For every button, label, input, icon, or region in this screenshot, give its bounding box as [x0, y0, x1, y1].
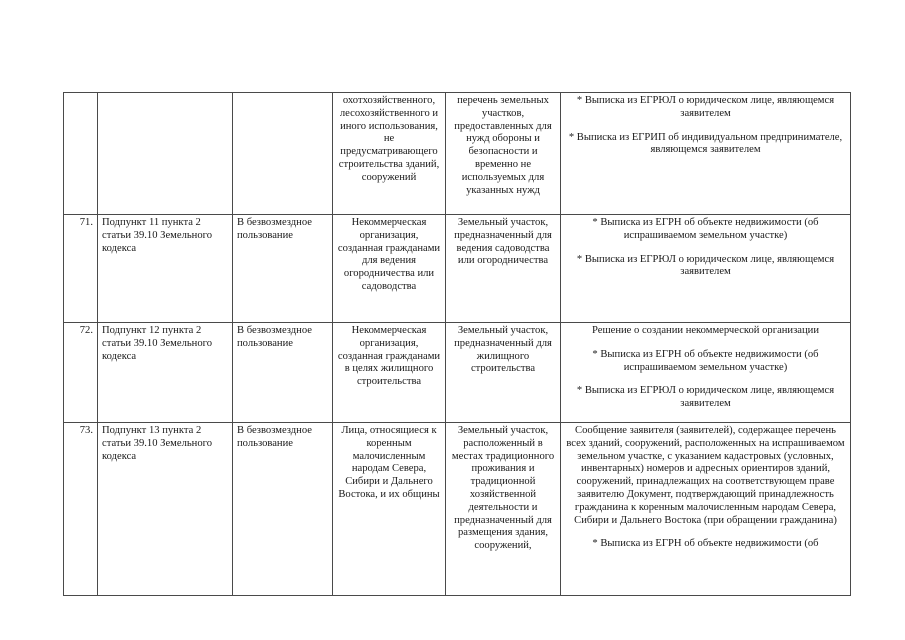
applicant-cell: Некоммерческая организация, созданная гражданами в целях жилищного строительства [333, 323, 446, 423]
table-row [64, 423, 851, 596]
table-row [64, 323, 851, 423]
row-number: 73. [64, 423, 98, 596]
documents-table [63, 92, 851, 596]
right-type-cell: В безвозмездное пользование [233, 423, 333, 596]
table-row [64, 215, 851, 323]
table-row [64, 93, 851, 215]
document-item: * Выписка из ЕГРИП об индивидуальном предпринимателе, являющемся заявителем [568, 131, 843, 156]
applicant-cell: Некоммерческая организация, созданная гражданами для ведения огородничества или садоводства [333, 215, 446, 323]
applicant-cell: охотхозяйственного, лесохозяйственного и иного использования, не предусматривающего строительства зданий, сооружений [333, 93, 446, 215]
document-item: Решение о создании некоммерческой организации [592, 325, 819, 336]
right-type-cell: В безвозмездное пользование [233, 215, 333, 323]
legal-basis-cell: Подпункт 12 пункта 2 статьи 39.10 Земельного кодекса [98, 323, 233, 423]
legal-basis-cell: Подпункт 13 пункта 2 статьи 39.10 Земельного кодекса [98, 423, 233, 596]
required-documents-cell [561, 323, 851, 423]
land-parcel-cell: Земельный участок, предназначенный для жилищного строительства [446, 323, 561, 423]
document-item: * Выписка из ЕГРН об объекте недвижимости (об испрашиваемом земельном участке) [592, 348, 819, 373]
required-documents-cell [561, 93, 851, 215]
document-item: * Выписка из ЕГРН об объекте недвижимости (об испрашиваемом земельном участке) [592, 217, 819, 241]
right-type-cell: В безвозмездное пользование [233, 323, 333, 423]
right-type-cell [233, 93, 333, 215]
document-item: Сообщение заявителя (заявителей), содержащее перечень всех зданий, сооружений, расположенных на испрашиваемом земельном участке, с указанием кадастровых (условных, инвентарных) номеров и адресных ориентиров зданий, сооружений, принадлежащих на соответствующем праве заявителю Документ, подтверждающий принадлежность гражданина к коренным малочисленным народам Севера, Сибири и Дальнего Востока (при обращении гражданина) [566, 425, 845, 526]
land-parcel-cell: Земельный участок, предназначенный для ведения садоводства или огородничества [446, 215, 561, 323]
document-item: * Выписка из ЕГРН об объекте недвижимости (об [592, 538, 819, 550]
required-documents-cell [561, 215, 851, 323]
land-parcel-cell: перечень земельных участков, предоставленных для нужд обороны и безопасности и временно не используемых для указанных нужд [446, 93, 561, 215]
applicant-cell: Лица, относящиеся к коренным малочисленным народам Севера, Сибири и Дальнего Востока, и их общины [333, 423, 446, 596]
row-number: 72. [64, 323, 98, 423]
document-item: * Выписка из ЕГРЮЛ о юридическом лице, являющемся заявителем [576, 385, 835, 410]
document-item: * Выписка из ЕГРЮЛ о юридическом лице, являющемся заявителем [576, 253, 835, 278]
legal-basis-cell [98, 93, 233, 215]
legal-basis-cell: Подпункт 11 пункта 2 статьи 39.10 Земельного кодекса [98, 215, 233, 323]
required-documents-cell [561, 423, 851, 596]
document-item: * Выписка из ЕГРЮЛ о юридическом лице, являющемся заявителем [576, 95, 835, 119]
row-number: 71. [64, 215, 98, 323]
land-parcel-cell: Земельный участок, расположенный в местах традиционного проживания и традиционной хозяйственной деятельности и предназначенный для размещения здания, сооружений, [446, 423, 561, 596]
row-number [64, 93, 98, 215]
